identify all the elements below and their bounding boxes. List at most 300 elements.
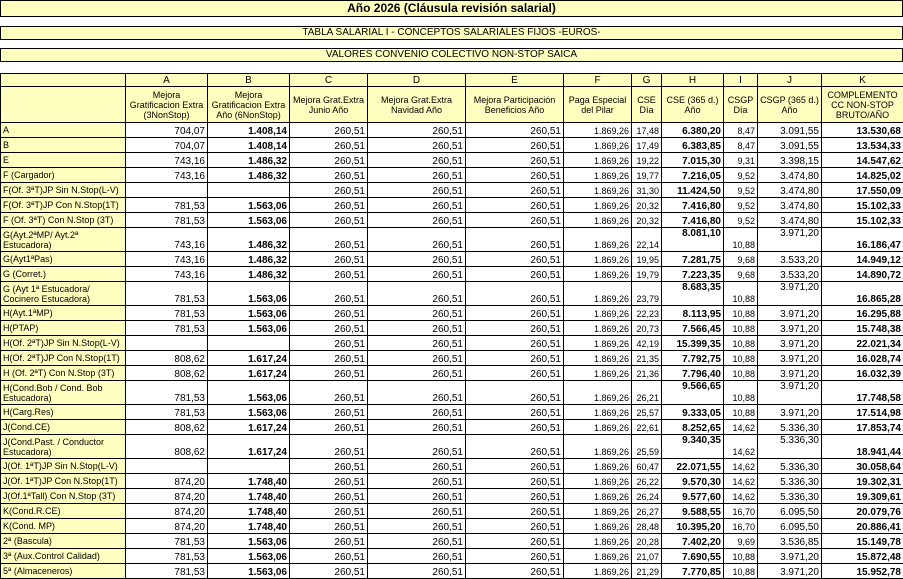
value-cell (208, 336, 290, 351)
column-letter: B (208, 74, 290, 87)
value-cell: 5.336,30 (758, 420, 822, 435)
value-cell: 1.869,26 (564, 267, 632, 282)
value-cell: 10.395,20 (662, 519, 724, 534)
row-label: G (Ayt 1ª Estucadora/ Cocinero Estucadora) (1, 282, 126, 306)
value-cell: 21,36 (632, 366, 662, 381)
value-cell: 15.748,38 (822, 321, 903, 336)
value-cell: 26,21 (632, 381, 662, 405)
row-label: J(Of. 1ªT)JP Sin N.Stop(L-V) (1, 459, 126, 474)
value-cell: 1.486,32 (208, 153, 290, 168)
table-body (1, 123, 903, 579)
value-cell: 260,51 (368, 336, 466, 351)
value-cell: 743,16 (126, 252, 208, 267)
value-cell: 260,51 (290, 183, 368, 198)
value-cell: 260,51 (290, 213, 368, 228)
value-cell: 11.424,50 (662, 183, 724, 198)
value-cell: 8,47 (724, 138, 758, 153)
column-header: CSGP Día (724, 87, 758, 123)
value-cell: 5.336,30 (758, 435, 822, 459)
value-cell: 17,49 (632, 138, 662, 153)
value-cell: 10,88 (724, 306, 758, 321)
row-label: F(Of. 3ªT)JP Sin N.Stop(L-V) (1, 183, 126, 198)
value-cell: 781,53 (126, 321, 208, 336)
value-cell: 30.058,64 (822, 459, 903, 474)
value-cell: 781,53 (126, 381, 208, 405)
value-cell: 7.690,55 (662, 549, 724, 564)
value-cell: 7.216,05 (662, 168, 724, 183)
value-cell: 10,88 (724, 228, 758, 252)
value-cell: 1.869,26 (564, 168, 632, 183)
column-header: Mejora Participación Beneficios Año (466, 87, 564, 123)
value-cell: 260,51 (290, 459, 368, 474)
value-cell: 1.869,26 (564, 366, 632, 381)
value-cell: 260,51 (290, 381, 368, 405)
value-cell: 260,51 (368, 549, 466, 564)
value-cell: 1.563,06 (208, 405, 290, 420)
value-cell: 260,51 (466, 381, 564, 405)
row-label: J(Of.1ªTall) Con N.Stop (3T) (1, 489, 126, 504)
value-cell: 704,07 (126, 123, 208, 138)
value-cell: 10,88 (724, 336, 758, 351)
value-cell: 19,22 (632, 153, 662, 168)
table-row (1, 306, 903, 321)
value-cell: 260,51 (368, 474, 466, 489)
value-cell: 16.186,47 (822, 228, 903, 252)
value-cell: 260,51 (368, 366, 466, 381)
value-cell: 260,51 (290, 564, 368, 579)
value-cell: 14.949,12 (822, 252, 903, 267)
salary-table (0, 73, 903, 579)
value-cell: 21,35 (632, 351, 662, 366)
row-label: 2ª (Bascula) (1, 534, 126, 549)
value-cell: 16,70 (724, 504, 758, 519)
value-cell: 1.486,32 (208, 252, 290, 267)
value-cell: 9.570,30 (662, 474, 724, 489)
column-header: Mejora Gratificacion Extra Año (6NonStop) (208, 87, 290, 123)
value-cell: 22,14 (632, 228, 662, 252)
value-cell: 808,62 (126, 366, 208, 381)
value-cell: 1.617,24 (208, 351, 290, 366)
value-cell: 260,51 (290, 138, 368, 153)
value-cell: 1.869,26 (564, 123, 632, 138)
value-cell: 260,51 (368, 252, 466, 267)
value-cell: 260,51 (290, 168, 368, 183)
value-cell: 16.028,74 (822, 351, 903, 366)
column-letter: E (466, 74, 564, 87)
value-cell: 260,51 (466, 534, 564, 549)
column-header: Paga Especial del Pilar (564, 87, 632, 123)
value-cell: 781,53 (126, 213, 208, 228)
value-cell: 743,16 (126, 228, 208, 252)
table-row (1, 420, 903, 435)
value-cell: 260,51 (290, 489, 368, 504)
value-cell: 781,53 (126, 549, 208, 564)
table-row (1, 138, 903, 153)
value-cell: 260,51 (466, 183, 564, 198)
value-cell: 260,51 (368, 198, 466, 213)
row-label: G(Ayt1ªPas) (1, 252, 126, 267)
value-cell: 3.474,80 (758, 198, 822, 213)
value-cell: 19,77 (632, 168, 662, 183)
value-cell: 1.869,26 (564, 306, 632, 321)
table-row (1, 183, 903, 198)
value-cell (208, 459, 290, 474)
row-label: J(Of. 1ªT)JP Con N.Stop(1T) (1, 474, 126, 489)
value-cell: 1.869,26 (564, 228, 632, 252)
value-cell: 781,53 (126, 564, 208, 579)
column-letter: I (724, 74, 758, 87)
value-cell: 17.748,58 (822, 381, 903, 405)
value-cell: 874,20 (126, 489, 208, 504)
value-cell: 3.474,80 (758, 168, 822, 183)
value-cell: 8.081,10 (662, 228, 724, 252)
value-cell: 260,51 (466, 123, 564, 138)
value-cell: 14.547,62 (822, 153, 903, 168)
value-cell: 7.223,35 (662, 267, 724, 282)
value-cell: 260,51 (368, 183, 466, 198)
value-cell: 5.336,30 (758, 474, 822, 489)
value-cell: 1.486,32 (208, 228, 290, 252)
row-label: K(Cond.R.CE) (1, 504, 126, 519)
value-cell: 1.563,06 (208, 282, 290, 306)
value-cell: 1.869,26 (564, 252, 632, 267)
value-cell: 781,53 (126, 198, 208, 213)
value-cell: 1.748,40 (208, 504, 290, 519)
value-cell: 8,47 (724, 123, 758, 138)
value-cell: 1.617,24 (208, 435, 290, 459)
row-label: H(Ayt.1ªMP) (1, 306, 126, 321)
value-cell: 260,51 (290, 228, 368, 252)
value-cell: 808,62 (126, 435, 208, 459)
value-cell: 22.021,34 (822, 336, 903, 351)
value-cell: 260,51 (290, 351, 368, 366)
value-cell: 260,51 (466, 504, 564, 519)
value-cell: 10,88 (724, 405, 758, 420)
column-letter: J (758, 74, 822, 87)
row-label: G (Corret.) (1, 267, 126, 282)
column-letter: D (368, 74, 466, 87)
value-cell: 260,51 (290, 549, 368, 564)
value-cell: 1.563,06 (208, 306, 290, 321)
table-row (1, 267, 903, 282)
row-label: 5ª (Almaceneros) (1, 564, 126, 579)
value-cell: 9.340,35 (662, 435, 724, 459)
value-cell: 3.474,80 (758, 183, 822, 198)
value-cell: 7.566,45 (662, 321, 724, 336)
table-row (1, 321, 903, 336)
value-cell: 6.380,20 (662, 123, 724, 138)
value-cell: 3.091,55 (758, 123, 822, 138)
value-cell: 260,51 (466, 366, 564, 381)
value-cell: 260,51 (368, 123, 466, 138)
row-label: J(Cond.CE) (1, 420, 126, 435)
table-row (1, 351, 903, 366)
value-cell: 260,51 (290, 504, 368, 519)
value-cell: 14,62 (724, 489, 758, 504)
value-cell: 3.971,20 (758, 366, 822, 381)
value-cell: 260,51 (290, 435, 368, 459)
table-row (1, 198, 903, 213)
value-cell: 14,62 (724, 459, 758, 474)
value-cell: 28,48 (632, 519, 662, 534)
value-cell: 10,88 (724, 549, 758, 564)
value-cell: 260,51 (466, 336, 564, 351)
table-row (1, 549, 903, 564)
row-label-header (1, 87, 126, 123)
value-cell: 260,51 (290, 519, 368, 534)
value-cell: 7.770,85 (662, 564, 724, 579)
value-cell: 20,28 (632, 534, 662, 549)
value-cell: 16.032,39 (822, 366, 903, 381)
value-cell: 22,23 (632, 306, 662, 321)
value-cell: 260,51 (466, 228, 564, 252)
value-cell: 19.302,31 (822, 474, 903, 489)
value-cell: 1.869,26 (564, 183, 632, 198)
table-row (1, 153, 903, 168)
row-label: F(Of. 3ªT)JP Con N.Stop(1T) (1, 198, 126, 213)
value-cell: 1.869,26 (564, 198, 632, 213)
value-cell: 6.095,50 (758, 504, 822, 519)
value-cell: 7.402,20 (662, 534, 724, 549)
row-label: B (1, 138, 126, 153)
value-cell: 9,52 (724, 183, 758, 198)
value-cell: 22.071,55 (662, 459, 724, 474)
value-cell: 260,51 (368, 168, 466, 183)
value-cell: 13.534,33 (822, 138, 903, 153)
row-label: E (1, 153, 126, 168)
table-row (1, 213, 903, 228)
value-cell: 1.869,26 (564, 534, 632, 549)
row-label: K(Cond. MP) (1, 519, 126, 534)
table-row (1, 168, 903, 183)
value-cell: 25,57 (632, 405, 662, 420)
value-cell: 1.869,26 (564, 519, 632, 534)
value-cell: 14,62 (724, 474, 758, 489)
value-cell: 260,51 (466, 267, 564, 282)
value-cell: 9,52 (724, 198, 758, 213)
value-cell: 6.095,50 (758, 519, 822, 534)
value-cell: 9,31 (724, 153, 758, 168)
value-cell: 1.869,26 (564, 420, 632, 435)
value-cell: 3.971,20 (758, 228, 822, 252)
value-cell: 260,51 (290, 336, 368, 351)
value-cell: 260,51 (466, 435, 564, 459)
row-label: A (1, 123, 126, 138)
value-cell: 1.869,26 (564, 549, 632, 564)
value-cell: 260,51 (290, 123, 368, 138)
value-cell: 3.971,20 (758, 381, 822, 405)
value-cell: 781,53 (126, 282, 208, 306)
value-cell: 3.971,20 (758, 351, 822, 366)
value-cell: 1.869,26 (564, 153, 632, 168)
row-label: F (Of. 3ªT) Con N.Stop (3T) (1, 213, 126, 228)
value-cell: 260,51 (368, 534, 466, 549)
value-cell: 1.869,26 (564, 564, 632, 579)
table-row (1, 474, 903, 489)
value-cell: 10,88 (724, 321, 758, 336)
table-row (1, 366, 903, 381)
value-cell: 260,51 (466, 489, 564, 504)
value-cell (126, 336, 208, 351)
value-cell: 260,51 (466, 198, 564, 213)
value-cell: 1.869,26 (564, 282, 632, 306)
value-cell: 26,27 (632, 504, 662, 519)
value-cell: 17.550,09 (822, 183, 903, 198)
value-cell: 14.890,72 (822, 267, 903, 282)
value-cell: 743,16 (126, 153, 208, 168)
value-cell: 1.563,06 (208, 549, 290, 564)
value-cell: 31,30 (632, 183, 662, 198)
value-cell: 22,61 (632, 420, 662, 435)
value-cell: 260,51 (368, 459, 466, 474)
value-cell: 260,51 (368, 306, 466, 321)
value-cell: 781,53 (126, 405, 208, 420)
value-cell: 3.971,20 (758, 306, 822, 321)
value-cell: 260,51 (466, 282, 564, 306)
value-cell: 3.474,80 (758, 213, 822, 228)
row-label: G(Ayt.2ªMP/ Ayt.2ª Estucadora) (1, 228, 126, 252)
value-cell: 3.971,20 (758, 549, 822, 564)
column-header: CSE Día (632, 87, 662, 123)
value-cell: 260,51 (368, 351, 466, 366)
table-row (1, 381, 903, 405)
value-cell: 260,51 (290, 366, 368, 381)
value-cell: 9,52 (724, 213, 758, 228)
convenio-title: VALORES CONVENIO COLECTIVO NON-STOP SAICA (0, 48, 903, 62)
value-cell: 260,51 (368, 420, 466, 435)
value-cell: 808,62 (126, 420, 208, 435)
value-cell: 3.536,85 (758, 534, 822, 549)
value-cell: 743,16 (126, 267, 208, 282)
value-cell: 10,88 (724, 282, 758, 306)
value-cell: 9,52 (724, 168, 758, 183)
value-cell: 42,19 (632, 336, 662, 351)
value-cell: 3.533,20 (758, 267, 822, 282)
value-cell: 16.865,28 (822, 282, 903, 306)
value-cell: 3.971,20 (758, 564, 822, 579)
table-row (1, 282, 903, 306)
value-cell: 16,70 (724, 519, 758, 534)
value-cell: 1.869,26 (564, 321, 632, 336)
value-cell: 9.333,05 (662, 405, 724, 420)
value-cell: 743,16 (126, 168, 208, 183)
column-header: COMPLEMENTO CC NON-STOP BRUTO/AÑO (822, 87, 903, 123)
value-cell: 8.252,65 (662, 420, 724, 435)
value-cell: 9.588,55 (662, 504, 724, 519)
value-cell: 260,51 (466, 564, 564, 579)
value-cell: 260,51 (290, 321, 368, 336)
row-label: H(Cond.Bob / Cond. Bob Estucadora) (1, 381, 126, 405)
row-label: J(Cond.Past. / Conductor Estucadora) (1, 435, 126, 459)
value-cell: 9.577,60 (662, 489, 724, 504)
value-cell: 260,51 (290, 267, 368, 282)
value-cell: 874,20 (126, 519, 208, 534)
column-letter: K (822, 74, 903, 87)
value-cell: 260,51 (466, 519, 564, 534)
value-cell: 1.408,14 (208, 138, 290, 153)
value-cell: 260,51 (368, 228, 466, 252)
value-cell: 260,51 (368, 564, 466, 579)
value-cell: 260,51 (466, 252, 564, 267)
value-cell: 1.869,26 (564, 474, 632, 489)
value-cell (126, 183, 208, 198)
value-cell: 19.309,61 (822, 489, 903, 504)
value-cell: 260,51 (466, 138, 564, 153)
value-cell: 7.792,75 (662, 351, 724, 366)
value-cell: 260,51 (368, 489, 466, 504)
value-cell: 260,51 (368, 138, 466, 153)
value-cell: 1.563,06 (208, 321, 290, 336)
value-cell: 704,07 (126, 138, 208, 153)
value-cell: 60,47 (632, 459, 662, 474)
value-cell: 20.079,76 (822, 504, 903, 519)
value-cell: 1.563,06 (208, 564, 290, 579)
table-row (1, 564, 903, 579)
value-cell: 260,51 (368, 405, 466, 420)
value-cell: 260,51 (466, 420, 564, 435)
value-cell: 874,20 (126, 504, 208, 519)
table-row (1, 459, 903, 474)
value-cell: 1.563,06 (208, 213, 290, 228)
value-cell: 260,51 (290, 282, 368, 306)
value-cell: 14.825,02 (822, 168, 903, 183)
value-cell: 10,88 (724, 366, 758, 381)
value-cell: 3.971,20 (758, 336, 822, 351)
value-cell: 9.566,65 (662, 381, 724, 405)
value-cell: 260,51 (466, 549, 564, 564)
value-cell: 19,79 (632, 267, 662, 282)
value-cell: 7.015,30 (662, 153, 724, 168)
column-letter: H (662, 74, 724, 87)
row-label: F (Cargador) (1, 168, 126, 183)
value-cell: 260,51 (466, 459, 564, 474)
value-cell: 260,51 (466, 321, 564, 336)
value-cell: 260,51 (466, 213, 564, 228)
value-cell: 25,59 (632, 435, 662, 459)
value-cell: 15.952,78 (822, 564, 903, 579)
value-cell: 3.971,20 (758, 282, 822, 306)
table-row (1, 123, 903, 138)
value-cell: 260,51 (466, 405, 564, 420)
value-cell: 1.869,26 (564, 336, 632, 351)
value-cell (126, 459, 208, 474)
value-cell: 874,20 (126, 474, 208, 489)
value-cell: 13.530,68 (822, 123, 903, 138)
value-cell: 260,51 (368, 321, 466, 336)
value-cell: 260,51 (466, 351, 564, 366)
value-cell: 3.091,55 (758, 138, 822, 153)
value-cell: 260,51 (368, 282, 466, 306)
value-cell: 19,95 (632, 252, 662, 267)
value-cell: 15.102,33 (822, 213, 903, 228)
value-cell: 21,07 (632, 549, 662, 564)
value-cell: 7.281,75 (662, 252, 724, 267)
value-cell: 3.971,20 (758, 321, 822, 336)
value-cell: 9,68 (724, 267, 758, 282)
value-cell: 8.113,95 (662, 306, 724, 321)
value-cell: 15.872,48 (822, 549, 903, 564)
value-cell: 1.563,06 (208, 198, 290, 213)
column-letter: F (564, 74, 632, 87)
row-label: H(Of. 2ªT)JP Con N.Stop(1T) (1, 351, 126, 366)
value-cell: 1.617,24 (208, 366, 290, 381)
table-row (1, 504, 903, 519)
table-row (1, 534, 903, 549)
value-cell: 5.336,30 (758, 459, 822, 474)
value-cell: 3.971,20 (758, 405, 822, 420)
table-subtitle: TABLA SALARIAL I - CONCEPTOS SALARIALES FIJOS -EUROS- (0, 26, 903, 40)
value-cell: 17.514,98 (822, 405, 903, 420)
